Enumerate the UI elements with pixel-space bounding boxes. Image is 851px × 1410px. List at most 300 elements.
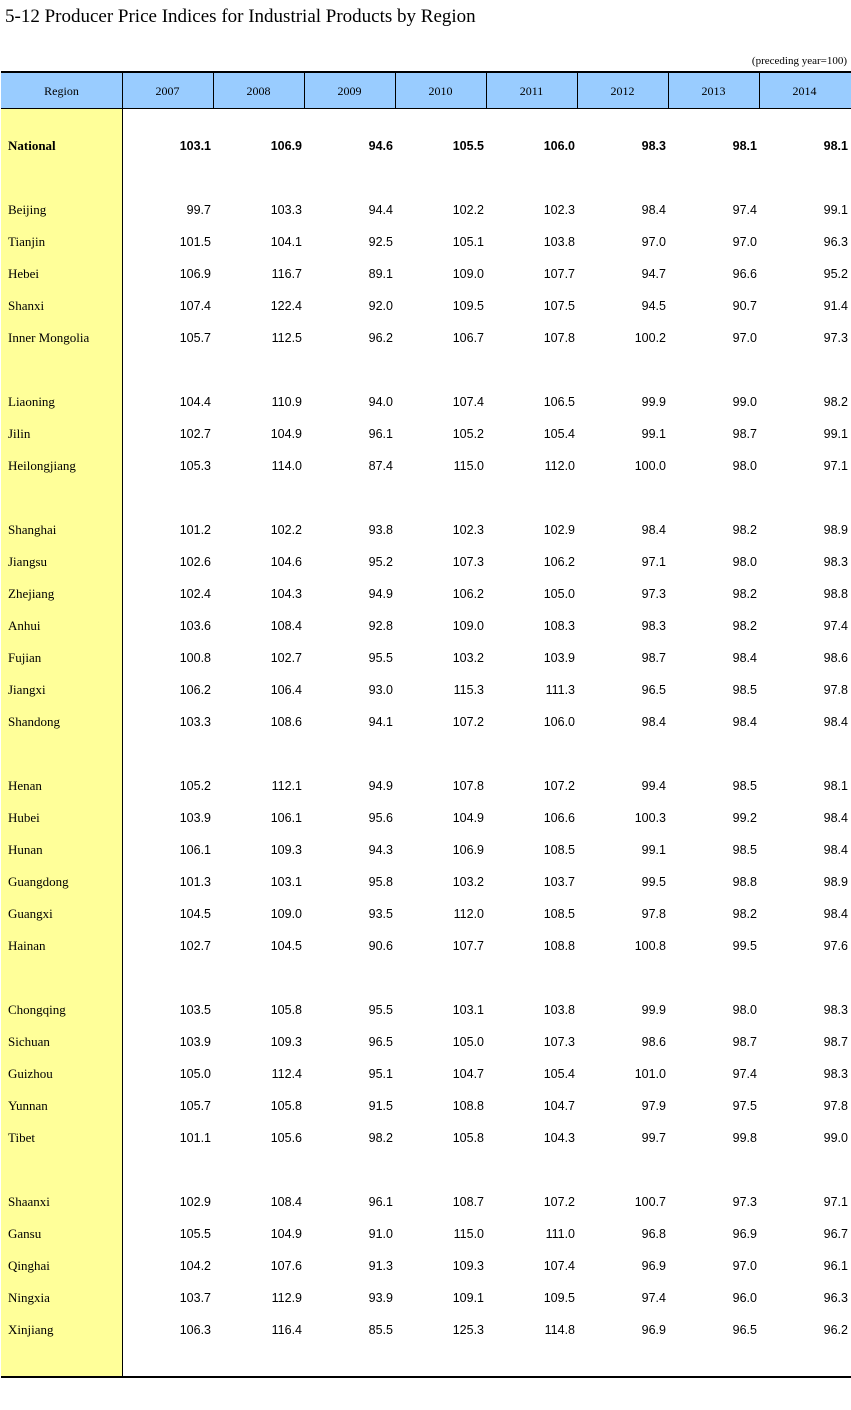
index-value: 96.8 [641, 1227, 666, 1241]
index-value: 98.4 [823, 843, 848, 857]
index-value: 99.1 [823, 203, 848, 217]
table-row [0, 520, 851, 540]
index-value: 104.9 [270, 427, 302, 441]
index-value: 98.1 [823, 779, 848, 793]
index-value: 104.3 [270, 587, 302, 601]
region-name: Zhejiang [8, 586, 55, 601]
region-name: Jiangsu [8, 554, 47, 569]
index-value: 108.8 [543, 939, 575, 953]
table-row [0, 1064, 851, 1084]
region-name: Heilongjiang [8, 458, 76, 473]
index-value: 98.2 [823, 395, 848, 409]
index-value: 97.5 [732, 1099, 757, 1113]
index-value: 105.5 [452, 139, 484, 153]
year-column-header: 2011 [519, 84, 544, 98]
table-row [0, 136, 851, 156]
index-value: 97.0 [732, 235, 757, 249]
index-value: 106.6 [543, 811, 575, 825]
index-value: 105.5 [179, 1227, 211, 1241]
index-value: 107.4 [543, 1259, 575, 1273]
index-value: 98.7 [732, 427, 757, 441]
index-value: 114.8 [544, 1323, 575, 1337]
index-value: 98.3 [823, 1003, 848, 1017]
region-name: Shandong [8, 714, 60, 729]
index-value: 108.3 [543, 619, 575, 633]
index-value: 107.8 [543, 331, 575, 345]
index-value: 106.0 [543, 139, 575, 153]
index-value: 98.0 [732, 1003, 757, 1017]
index-value: 97.0 [641, 235, 666, 249]
index-value: 107.2 [452, 715, 484, 729]
index-value: 109.5 [543, 1291, 575, 1305]
table-header [1, 73, 851, 109]
index-value: 97.4 [823, 619, 848, 633]
region-name: Shanxi [8, 298, 45, 313]
index-value: 92.5 [368, 235, 393, 249]
index-value: 96.1 [368, 427, 393, 441]
region-name: Liaoning [8, 394, 55, 409]
table-row [0, 1096, 851, 1116]
index-value: 105.2 [452, 427, 484, 441]
index-value: 102.2 [270, 523, 302, 537]
index-value: 92.8 [368, 619, 393, 633]
header-bottom-rule [1, 108, 851, 109]
table-row [0, 456, 851, 476]
index-value: 99.5 [641, 875, 666, 889]
index-value: 103.9 [179, 1035, 211, 1049]
index-value: 98.6 [641, 1035, 666, 1049]
index-value: 108.4 [270, 619, 302, 633]
table-row [0, 1256, 851, 1276]
region-name: Tianjin [8, 234, 46, 249]
index-value: 106.2 [179, 683, 211, 697]
index-value: 100.0 [634, 459, 666, 473]
index-value: 105.0 [179, 1067, 211, 1081]
index-value: 105.7 [179, 331, 211, 345]
index-value: 103.2 [452, 651, 484, 665]
table-row [0, 1000, 851, 1020]
index-value: 108.8 [452, 1099, 484, 1113]
table-row [0, 840, 851, 860]
table-row [0, 712, 851, 732]
index-value: 109.0 [270, 907, 302, 921]
index-value: 99.1 [823, 427, 848, 441]
page-title: 5-12 Producer Price Indices for Industrial Products by Region [5, 6, 476, 27]
index-value: 91.0 [368, 1227, 393, 1241]
index-value: 106.2 [452, 587, 484, 601]
index-value: 107.6 [270, 1259, 302, 1273]
index-value: 107.8 [452, 779, 484, 793]
index-value: 99.4 [641, 779, 666, 793]
region-name: Hunan [8, 842, 43, 857]
index-value: 98.4 [823, 715, 848, 729]
index-value: 102.3 [452, 523, 484, 537]
index-value: 96.2 [823, 1323, 848, 1337]
index-value: 93.5 [368, 907, 393, 921]
index-value: 98.9 [823, 523, 848, 537]
index-value: 98.4 [641, 715, 666, 729]
table-row [0, 232, 851, 252]
index-value: 95.2 [368, 555, 393, 569]
index-value: 103.7 [543, 875, 575, 889]
index-value: 98.9 [823, 875, 848, 889]
index-value: 98.2 [732, 619, 757, 633]
region-name: Shaanxi [8, 1194, 50, 1209]
index-value: 94.0 [368, 395, 393, 409]
table-row [0, 616, 851, 636]
index-value: 96.0 [732, 1291, 757, 1305]
index-value: 98.3 [823, 1067, 848, 1081]
index-value: 103.1 [179, 139, 211, 153]
index-value: 94.6 [368, 139, 393, 153]
index-value: 107.7 [543, 267, 575, 281]
table-row [0, 584, 851, 604]
index-value: 97.4 [732, 203, 757, 217]
index-value: 109.1 [452, 1291, 484, 1305]
index-value: 103.1 [270, 875, 302, 889]
index-value: 106.2 [543, 555, 575, 569]
index-value: 102.9 [179, 1195, 211, 1209]
index-value: 106.7 [452, 331, 484, 345]
year-column-header: 2010 [428, 84, 453, 98]
index-value: 107.4 [452, 395, 484, 409]
index-value: 97.8 [823, 1099, 848, 1113]
index-value: 99.8 [732, 1131, 757, 1145]
index-value: 115.0 [453, 1227, 484, 1241]
region-name: Jilin [8, 426, 31, 441]
index-value: 98.0 [732, 555, 757, 569]
index-value: 115.0 [453, 459, 484, 473]
region-name: Yunnan [8, 1098, 48, 1113]
index-value: 111.0 [545, 1227, 575, 1241]
index-value: 103.3 [270, 203, 302, 217]
index-value: 97.0 [732, 1259, 757, 1273]
index-value: 106.9 [179, 267, 211, 281]
index-value: 106.1 [179, 843, 211, 857]
index-value: 94.5 [641, 299, 666, 313]
index-value: 101.5 [179, 235, 211, 249]
index-value: 94.9 [368, 779, 393, 793]
year-column-header: 2013 [701, 84, 726, 98]
index-value: 103.3 [179, 715, 211, 729]
index-value: 105.0 [543, 587, 575, 601]
index-value: 97.8 [823, 683, 848, 697]
index-value: 107.2 [543, 779, 575, 793]
index-value: 106.3 [179, 1323, 211, 1337]
region-name: Xinjiang [8, 1322, 54, 1337]
index-value: 108.6 [270, 715, 302, 729]
index-value: 105.7 [179, 1099, 211, 1113]
region-name: Guangdong [8, 874, 69, 889]
index-value: 97.1 [641, 555, 666, 569]
index-value: 96.9 [732, 1227, 757, 1241]
index-value: 97.4 [732, 1067, 757, 1081]
index-value: 97.0 [732, 331, 757, 345]
index-value: 105.4 [543, 427, 575, 441]
table-row [0, 296, 851, 316]
index-value: 106.5 [543, 395, 575, 409]
index-value: 103.6 [179, 619, 211, 633]
index-value: 97.1 [823, 1195, 848, 1209]
index-value: 125.3 [452, 1323, 484, 1337]
table-row [0, 648, 851, 668]
region-name: Fujian [8, 650, 42, 665]
index-value: 110.9 [271, 395, 302, 409]
index-value: 112.5 [271, 331, 302, 345]
index-value: 98.7 [732, 1035, 757, 1049]
table-row [0, 872, 851, 892]
index-value: 99.7 [641, 1131, 666, 1145]
region-name: Beijing [8, 202, 47, 217]
index-value: 85.5 [368, 1323, 393, 1337]
index-value: 111.3 [545, 683, 575, 697]
region-name: Guangxi [8, 906, 53, 921]
index-value: 98.5 [732, 683, 757, 697]
index-value: 96.5 [732, 1323, 757, 1337]
index-value: 98.1 [732, 139, 757, 153]
table-bottom-rule [1, 1376, 851, 1378]
index-value: 109.0 [452, 267, 484, 281]
region-name: Sichuan [8, 1034, 50, 1049]
index-value: 104.2 [179, 1259, 211, 1273]
index-value: 105.3 [179, 459, 211, 473]
unit-note: (preceding year=100) [751, 55, 847, 67]
table-row [0, 424, 851, 444]
index-value: 97.4 [641, 1291, 666, 1305]
index-value: 99.9 [641, 395, 666, 409]
index-value: 87.4 [368, 459, 393, 473]
index-value: 99.0 [823, 1131, 848, 1145]
index-value: 94.1 [368, 715, 393, 729]
index-value: 99.0 [732, 395, 757, 409]
index-value: 97.1 [823, 459, 848, 473]
index-value: 116.7 [271, 267, 302, 281]
index-value: 98.8 [823, 587, 848, 601]
index-value: 96.3 [823, 235, 848, 249]
table-row [0, 808, 851, 828]
table-row [0, 264, 851, 284]
index-value: 101.2 [179, 523, 211, 537]
table-row [0, 1224, 851, 1244]
index-value: 98.7 [641, 651, 666, 665]
year-column-header: 2012 [610, 84, 635, 98]
year-column-header: 2014 [792, 84, 817, 98]
index-value: 98.3 [641, 619, 666, 633]
index-value: 107.4 [179, 299, 211, 313]
index-value: 99.1 [641, 427, 666, 441]
index-value: 112.0 [544, 459, 575, 473]
index-value: 97.8 [641, 907, 666, 921]
index-value: 102.7 [179, 939, 211, 953]
region-name: Hebei [8, 266, 40, 281]
index-value: 112.9 [271, 1291, 302, 1305]
index-value: 105.8 [270, 1003, 302, 1017]
index-value: 103.9 [179, 811, 211, 825]
index-value: 97.3 [732, 1195, 757, 1209]
index-value: 104.1 [270, 235, 302, 249]
index-value: 96.5 [368, 1035, 393, 1049]
index-value: 96.1 [823, 1259, 848, 1273]
index-value: 106.9 [270, 139, 302, 153]
index-value: 94.3 [368, 843, 393, 857]
index-value: 109.5 [452, 299, 484, 313]
table-row [0, 680, 851, 700]
index-value: 100.7 [634, 1195, 666, 1209]
index-value: 108.4 [270, 1195, 302, 1209]
index-value: 102.7 [270, 651, 302, 665]
index-value: 96.3 [823, 1291, 848, 1305]
index-value: 98.1 [823, 139, 848, 153]
year-column-header: 2008 [246, 84, 271, 98]
index-value: 102.7 [179, 427, 211, 441]
index-value: 98.4 [641, 523, 666, 537]
region-name: Jiangxi [8, 682, 46, 697]
index-value: 106.4 [270, 683, 302, 697]
index-value: 98.4 [641, 203, 666, 217]
index-value: 112.0 [453, 907, 484, 921]
index-value: 98.3 [641, 139, 666, 153]
table-row [0, 200, 851, 220]
index-value: 109.3 [270, 1035, 302, 1049]
index-value: 90.7 [732, 299, 757, 313]
index-value: 100.8 [634, 939, 666, 953]
index-value: 104.3 [543, 1131, 575, 1145]
index-value: 94.9 [368, 587, 393, 601]
index-value: 100.8 [179, 651, 211, 665]
index-value: 98.8 [732, 875, 757, 889]
index-value: 103.7 [179, 1291, 211, 1305]
index-value: 102.2 [452, 203, 484, 217]
index-value: 104.9 [452, 811, 484, 825]
index-value: 95.5 [368, 651, 393, 665]
index-value: 104.5 [270, 939, 302, 953]
index-value: 98.5 [732, 779, 757, 793]
index-value: 108.7 [452, 1195, 484, 1209]
region-name: Inner Mongolia [8, 330, 90, 345]
index-value: 98.0 [732, 459, 757, 473]
index-value: 96.5 [641, 683, 666, 697]
index-value: 95.8 [368, 875, 393, 889]
index-value: 102.4 [179, 587, 211, 601]
region-name: Hainan [8, 938, 46, 953]
region-name: Chongqing [8, 1002, 66, 1017]
index-value: 104.4 [179, 395, 211, 409]
index-value: 96.9 [641, 1323, 666, 1337]
index-value: 93.0 [368, 683, 393, 697]
region-name: Ningxia [8, 1290, 50, 1305]
region-name: Hubei [8, 810, 40, 825]
index-value: 96.9 [641, 1259, 666, 1273]
region-name: Qinghai [8, 1258, 50, 1273]
index-value: 98.2 [732, 523, 757, 537]
index-value: 105.2 [179, 779, 211, 793]
index-value: 102.3 [543, 203, 575, 217]
index-value: 98.4 [823, 907, 848, 921]
region-name: Anhui [8, 618, 41, 633]
index-value: 99.9 [641, 1003, 666, 1017]
index-value: 92.0 [368, 299, 393, 313]
index-value: 95.6 [368, 811, 393, 825]
index-value: 99.2 [732, 811, 757, 825]
index-value: 102.9 [543, 523, 575, 537]
index-value: 97.3 [823, 331, 848, 345]
index-value: 98.6 [823, 651, 848, 665]
index-value: 98.4 [732, 651, 757, 665]
index-value: 105.8 [452, 1131, 484, 1145]
index-value: 101.0 [634, 1067, 666, 1081]
index-value: 108.5 [543, 843, 575, 857]
index-value: 91.3 [368, 1259, 393, 1273]
region-name: Henan [8, 778, 42, 793]
index-value: 122.4 [270, 299, 302, 313]
index-value: 90.6 [368, 939, 393, 953]
index-value: 89.1 [368, 267, 393, 281]
index-value: 109.3 [452, 1259, 484, 1273]
year-column-header: 2007 [155, 84, 180, 98]
index-value: 112.4 [271, 1067, 302, 1081]
index-value: 103.9 [543, 651, 575, 665]
index-value: 98.2 [368, 1131, 393, 1145]
table-row [0, 776, 851, 796]
table-row [0, 328, 851, 348]
index-value: 100.2 [634, 331, 666, 345]
region-name: National [8, 138, 56, 153]
index-value: 107.2 [543, 1195, 575, 1209]
index-value: 98.4 [732, 715, 757, 729]
index-value: 97.3 [641, 587, 666, 601]
index-value: 116.4 [271, 1323, 302, 1337]
table-row [0, 1128, 851, 1148]
index-value: 98.2 [732, 587, 757, 601]
index-value: 94.4 [368, 203, 393, 217]
index-value: 106.1 [270, 811, 302, 825]
index-value: 97.9 [641, 1099, 666, 1113]
table-row [0, 1032, 851, 1052]
index-value: 98.2 [732, 907, 757, 921]
index-value: 105.1 [452, 235, 484, 249]
index-value: 99.1 [641, 843, 666, 857]
region-name: Guizhou [8, 1066, 53, 1081]
index-value: 109.3 [270, 843, 302, 857]
table-row [0, 1192, 851, 1212]
index-value: 112.1 [271, 779, 302, 793]
index-value: 98.5 [732, 843, 757, 857]
region-name: Gansu [8, 1226, 42, 1241]
table-row [0, 904, 851, 924]
index-value: 102.6 [179, 555, 211, 569]
index-value: 104.7 [543, 1099, 575, 1113]
index-value: 99.5 [732, 939, 757, 953]
index-value: 104.6 [270, 555, 302, 569]
index-value: 98.7 [823, 1035, 848, 1049]
index-value: 100.3 [634, 811, 666, 825]
index-value: 94.7 [641, 267, 666, 281]
region-column-header: Region [44, 84, 79, 98]
index-value: 98.4 [823, 811, 848, 825]
index-value: 107.3 [543, 1035, 575, 1049]
index-value: 99.7 [186, 203, 211, 217]
index-value: 103.1 [452, 1003, 484, 1017]
index-value: 114.0 [271, 459, 302, 473]
table-row [0, 1288, 851, 1308]
index-value: 93.9 [368, 1291, 393, 1305]
index-value: 105.6 [270, 1131, 302, 1145]
index-value: 105.4 [543, 1067, 575, 1081]
index-value: 93.8 [368, 523, 393, 537]
index-value: 101.3 [179, 875, 211, 889]
table-row [0, 552, 851, 572]
index-value: 97.6 [823, 939, 848, 953]
